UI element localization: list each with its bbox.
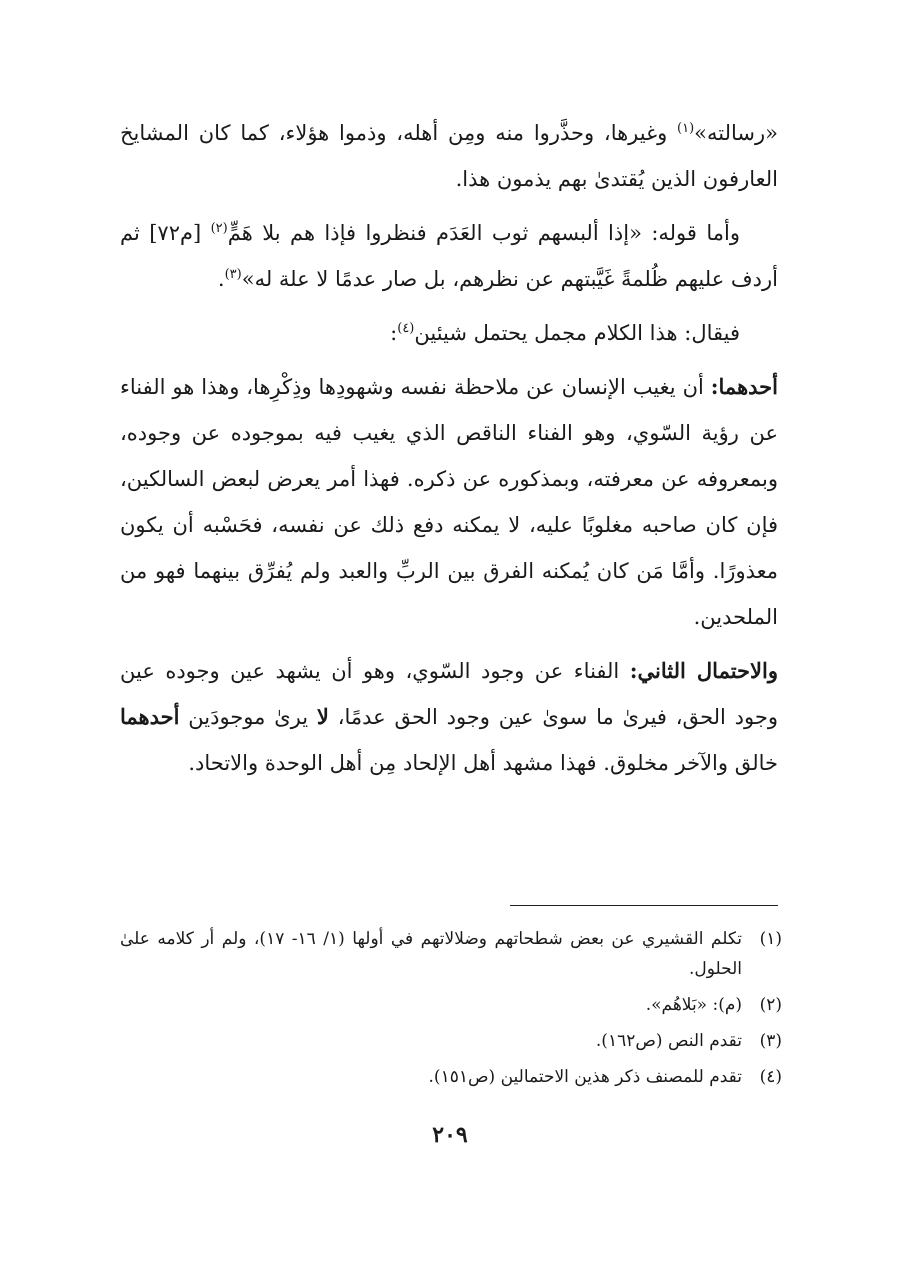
footnote-separator [510, 905, 778, 906]
footnote-3 [120, 1026, 782, 1056]
paragraph-4 [120, 364, 778, 640]
footnote-number: (٣) [759, 1031, 782, 1051]
paragraph-3 [120, 310, 778, 356]
text-run: فيقال: هذا الكلام مجمل يحتمل شيئين [414, 321, 740, 345]
text-run: . [217, 267, 225, 291]
footnote-2 [120, 990, 782, 1020]
bold-run: والاحتمال الثاني: [629, 658, 778, 683]
text-run: الفناء عن وجود السّوي، وهو أن يشهد عين وجوده عين وجود الحق، فيرىٰ ما سوىٰ عين وجود الحق عدمًا، [120, 659, 778, 729]
text-run: : [390, 321, 398, 345]
footnote-marker: (١) [677, 121, 695, 136]
text-run: وأما قوله: «إذا ألبسهم ثوب العَدَم فنظروا فإذا هم بلا هَمٍّ [227, 221, 740, 245]
footnote-text: تقدم النص (ص١٦٢). [595, 1031, 742, 1051]
text-run: «رسالته» [694, 121, 778, 145]
bold-run: لا [316, 704, 329, 729]
text-run: [م٧٢] ثم أردف عليهم ظُلمةً غَيَّبتهم عن نظرهم، بل صار عدمًا لا علة له» [120, 221, 778, 291]
footnote-marker: (٢) [210, 221, 228, 236]
paragraph-2 [120, 210, 778, 302]
footnote-number: (٢) [759, 995, 782, 1015]
bold-run: أحدهما [120, 704, 180, 729]
footnote-number: (٤) [759, 1067, 782, 1087]
text-run: يرىٰ موجودَين [179, 705, 317, 729]
footnote-text: تكلم القشيري عن بعض شطحاتهم وضلالاتهم في أولها (١/ ١٦- ١٧)، ولم أر كلامه علىٰ الحلول. [120, 929, 742, 979]
main-text [120, 110, 778, 794]
paragraph-5 [120, 648, 778, 786]
footnote-marker: (٣) [224, 267, 242, 282]
bold-run: أحدهما: [710, 374, 778, 399]
footnote-1 [120, 924, 782, 984]
footnote-4 [120, 1062, 782, 1092]
text-run: وغيرها، وحذَّروا منه ومِن أهله، وذموا هؤلاء، كما كان المشايخ العارفون الذين يُقتدىٰ بهم يذمون هذا. [120, 121, 778, 191]
footnote-text: تقدم للمصنف ذكر هذين الاحتمالين (ص١٥١). [428, 1067, 742, 1087]
text-run: خالق والآخر مخلوق. فهذا مشهد أهل الإلحاد مِن أهل الوحدة والاتحاد. [188, 751, 778, 775]
footnotes [120, 924, 782, 1098]
page-number: ٢٠٩ [432, 1122, 468, 1148]
paragraph-1 [120, 110, 778, 202]
footnote-text: (م): «بَلاهُم». [645, 995, 742, 1015]
footnote-number: (١) [759, 929, 782, 949]
footnote-marker: (٤) [397, 321, 415, 336]
text-run: أن يغيب الإنسان عن ملاحظة نفسه وشهودِها وذِكْرِها، وهذا هو الفناء عن رؤية السّوي، وهو الفناء الناقص الذي يغيب فيه بموجوده عن وجوده، وبمعروفه عن معرفته، وبمذكوره عن ذكره. فهذا أمر يعرض لبعض السالكين، فإن كان صاحبه مغلوبًا عليه، لا يمكنه دفع ذلك عن نفسه، فحَسْبه أن يكون معذورًا. وأمَّا مَن كان يُمكنه الفرق بين الربِّ والعبد ولم يُفرِّق بينهما فهو من الملحدين. [120, 375, 778, 629]
